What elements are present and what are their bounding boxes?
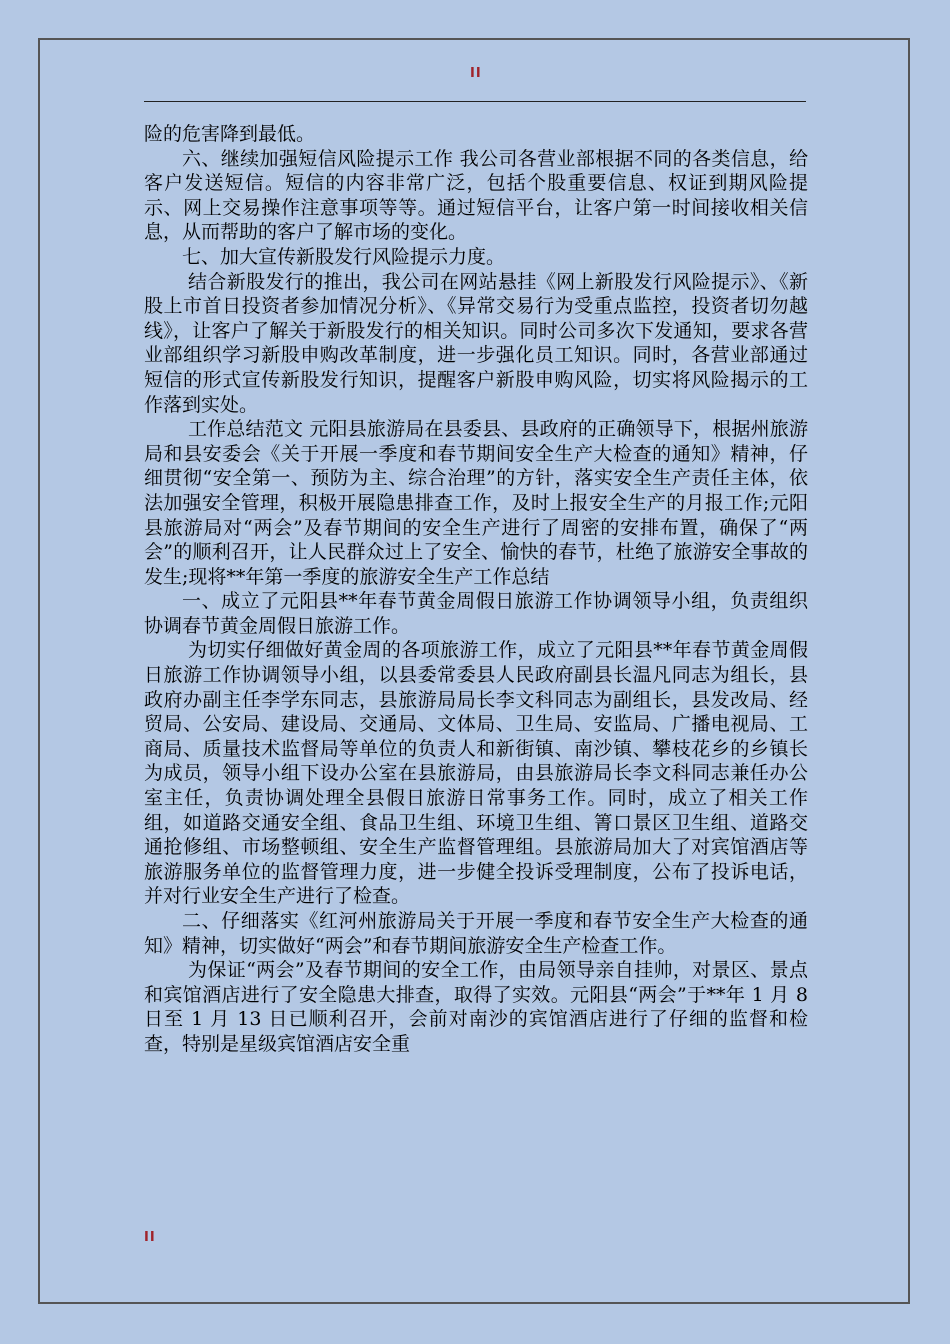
paragraph: 为保证“两会”及春节期间的安全工作，由局领导亲自挂帅，对景区、景点和宾馆酒店进行了安全隐患大排查，取得了实效。元阳县“两会”于**年 1 月 8 日至 1 月 13 日已顺利召开，会前对南沙的宾馆酒店进行了仔细的监督和检查，特别是星级宾馆酒店安全重 [144, 959, 808, 1055]
paragraph: 工作总结范文 元阳县旅游局在县委县、县政府的正确领导下，根据州旅游局和县安委会《关于开展一季度和春节期间安全生产大检查的通知》精神，仔细贯彻“安全第一、预防为主、综合治理”的方针，落实安全生产责任主体，依法加强安全管理，积极开展隐患排查工作，及时上报安全生产的月报工作;元阳县旅游局对“两会”及春节期间的安全生产进行了周密的安排布置，确保了“两会”的顺利召开，让人民群众过上了安全、愉快的春节，杜绝了旅游安全事故的发生;现将**年第一季度的旅游安全生产工作总结 [144, 418, 808, 588]
header-rule [144, 101, 806, 102]
footer-mark: II [144, 1230, 156, 1245]
paragraph: 一、成立了元阳县**年春节黄金周假日旅游工作协调领导小组，负责组织协调春节黄金周假日旅游工作。 [144, 590, 808, 637]
paragraph: 结合新股发行的推出，我公司在网站悬挂《网上新股发行风险提示》、《新股上市首日投资者参加情况分析》、《异常交易行为受重点监控，投资者切勿越线》，让客户了解关于新股发行的相关知识。同时公司多次下发通知，要求各营业部组织学习新股申购改革制度，进一步强化员工知识。同时，各营业部通过短信的形式宣传新股发行知识，提醒客户新股申购风险，切实将风险揭示的工作落到实处。 [144, 270, 808, 416]
paragraph: 七、加大宣传新股发行风险提示力度。 [182, 245, 506, 268]
document-body [144, 122, 808, 1057]
paragraph: 二、仔细落实《红河州旅游局关于开展一季度和春节安全生产大检查的通知》精神，切实做好“两会”和春节期间旅游安全生产检查工作。 [144, 910, 808, 957]
paragraph: 险的危害降到最低。 [144, 123, 316, 145]
paragraph: 为切实仔细做好黄金周的各项旅游工作，成立了元阳县**年春节黄金周假日旅游工作协调领导小组，以县委常委县人民政府副县长温凡同志为组长，县政府办副主任李学东同志，县旅游局局长李文科同志为副组长，县发改局、经贸局、公安局、建设局、交通局、文体局、卫生局、安监局、广播电视局、工商局、质量技术监督局等单位的负责人和新街镇、南沙镇、攀枝花乡的乡镇长为成员，领导小组下设办公室在县旅游局，由县旅游局长李文科同志兼任办公室主任，负责协调处理全县假日旅游日常事务工作。同时，成立了相关工作组，如道路交通安全组、食品卫生组、环境卫生组、箐口景区卫生组、道路交通抢修组、市场整顿组、安全生产监督管理组。县旅游局加大了对宾馆酒店等旅游服务单位的监督管理力度，进一步健全投诉受理制度，公布了投诉电话，并对行业安全生产进行了检查。 [144, 639, 808, 908]
paragraph: 六、继续加强短信风险提示工作 我公司各营业部根据不同的各类信息，给客户发送短信。短信的内容非常广泛，包括个股重要信息、权证到期风险提示、网上交易操作注意事项等等。通过短信平台，让客户第一时间接收相关信息，从而帮助的客户了解市场的变化。 [144, 147, 808, 244]
header-mark: II [470, 66, 482, 81]
